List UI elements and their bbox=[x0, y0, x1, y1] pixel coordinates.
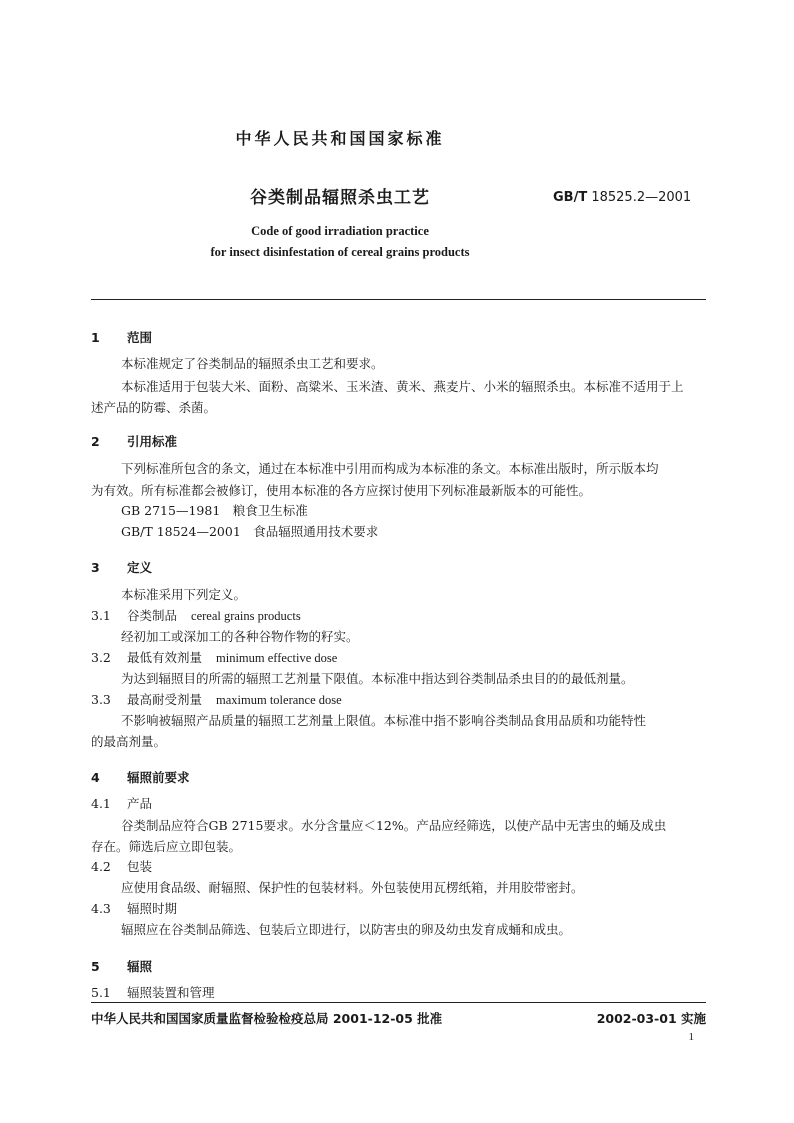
section-1-heading bbox=[91, 328, 152, 346]
definition-3-3-heading bbox=[91, 694, 342, 707]
page-number: 1 bbox=[688, 1031, 694, 1043]
definition-3-1-text: 经初加工或深加工的各种谷物作物的籽实。 bbox=[121, 629, 359, 644]
clause-number: 4.2 bbox=[91, 859, 111, 874]
definition-3-1-heading bbox=[91, 610, 301, 623]
clause-number: 4.3 bbox=[91, 901, 111, 916]
term-cn: 谷类制品 bbox=[127, 608, 178, 623]
section-5-heading bbox=[91, 957, 152, 975]
reference-2: GB/T 18524—2001 食品辐照通用技术要求 bbox=[121, 524, 379, 539]
term-cn: 最低有效剂量 bbox=[127, 650, 203, 665]
clause-4-3-heading bbox=[91, 903, 177, 916]
section-1-para-1: 本标准规定了谷类制品的辐照杀虫工艺和要求。 bbox=[121, 356, 384, 371]
clause-4-3-line1: 辐照应在谷类制品筛选、包装后立即进行，以防害虫的卵及幼虫发育成蛹和成虫。 bbox=[121, 922, 572, 937]
section-1-para-2-line2: 述产品的防霉、杀菌。 bbox=[91, 400, 217, 415]
section-title: 范围 bbox=[127, 330, 153, 345]
clause-title: 辐照时期 bbox=[127, 901, 178, 916]
section-number: 2 bbox=[91, 434, 100, 449]
clause-title: 产品 bbox=[127, 796, 153, 811]
section-1-para-2-line1: 本标准适用于包装大米、面粉、高粱米、玉米渣、黄米、燕麦片、小米的辐照杀虫。本标准不适用于上 bbox=[121, 379, 684, 394]
section-2-para-line1: 下列标准所包含的条文，通过在本标准中引用而构成为本标准的条文。本标准出版时，所示版本均 bbox=[121, 461, 659, 476]
term-cn: 最高耐受剂量 bbox=[127, 692, 203, 707]
english-title-line2: for insect disinfestation of cereal grains products bbox=[210, 245, 470, 259]
clause-number: 5.1 bbox=[91, 985, 111, 1000]
clause-5-1-heading bbox=[91, 987, 215, 1000]
document-title: 谷类制品辐照杀虫工艺 bbox=[250, 188, 430, 208]
section-title: 引用标准 bbox=[127, 434, 178, 449]
term-en: cereal grains products bbox=[191, 609, 301, 623]
section-2-para-line2: 为有效。所有标准都会被修订，使用本标准的各方应探讨使用下列标准最新版本的可能性。 bbox=[91, 483, 592, 498]
section-title: 辐照 bbox=[127, 959, 153, 974]
definition-3-3-text-line2: 的最高剂量。 bbox=[91, 734, 167, 749]
section-3-heading bbox=[91, 558, 152, 576]
term-en: maximum tolerance dose bbox=[216, 693, 342, 707]
english-title-line1: Code of good irradiation practice bbox=[251, 224, 429, 238]
section-number: 3 bbox=[91, 560, 100, 575]
section-3-intro: 本标准采用下列定义。 bbox=[121, 587, 247, 602]
clause-4-1-heading bbox=[91, 798, 152, 811]
section-number: 4 bbox=[91, 770, 100, 785]
section-4-heading bbox=[91, 768, 190, 786]
section-title: 辐照前要求 bbox=[127, 770, 190, 785]
footer-divider bbox=[91, 1002, 706, 1003]
issuing-country-title: 中华人民共和国国家标准 bbox=[235, 129, 445, 148]
clause-4-1-line2: 存在。筛选后应立即包装。 bbox=[91, 839, 242, 854]
clause-title: 辐照装置和管理 bbox=[127, 985, 215, 1000]
definition-3-2-heading bbox=[91, 652, 337, 665]
clause-4-2-heading bbox=[91, 861, 152, 874]
clause-4-2-line1: 应使用食品级、耐辐照、保护性的包装材料。外包装使用瓦楞纸箱，并用胶带密封。 bbox=[121, 880, 584, 895]
effective-date: 2002-03-01 实施 bbox=[596, 1011, 706, 1026]
header-divider bbox=[91, 299, 706, 300]
definition-3-2-text: 为达到辐照目的所需的辐照工艺剂量下限值。本标准中指达到谷类制品杀虫目的的最低剂量。 bbox=[121, 671, 634, 686]
clause-number: 3.2 bbox=[91, 650, 111, 665]
standard-number: GB/T 18525.2—2001 bbox=[553, 190, 692, 205]
definition-3-3-text-line1: 不影响被辐照产品质量的辐照工艺剂量上限值。本标准中指不影响谷类制品食用品质和功能特性 bbox=[121, 713, 647, 728]
section-number: 1 bbox=[91, 330, 100, 345]
clause-4-1-line1: 谷类制品应符合GB 2715要求。水分含量应＜12%。产品应经筛选，以使产品中无害虫的蛹及成虫 bbox=[121, 818, 667, 833]
section-number: 5 bbox=[91, 959, 100, 974]
clause-number: 4.1 bbox=[91, 796, 111, 811]
reference-1: GB 2715—1981 粮食卫生标准 bbox=[121, 503, 308, 518]
section-title: 定义 bbox=[127, 560, 153, 575]
clause-number: 3.1 bbox=[91, 608, 111, 623]
clause-title: 包装 bbox=[127, 859, 153, 874]
section-2-heading bbox=[91, 432, 177, 450]
clause-number: 3.3 bbox=[91, 692, 111, 707]
term-en: minimum effective dose bbox=[216, 651, 338, 665]
approval-statement: 中华人民共和国国家质量监督检验检疫总局 2001-12-05 批准 bbox=[91, 1011, 443, 1026]
